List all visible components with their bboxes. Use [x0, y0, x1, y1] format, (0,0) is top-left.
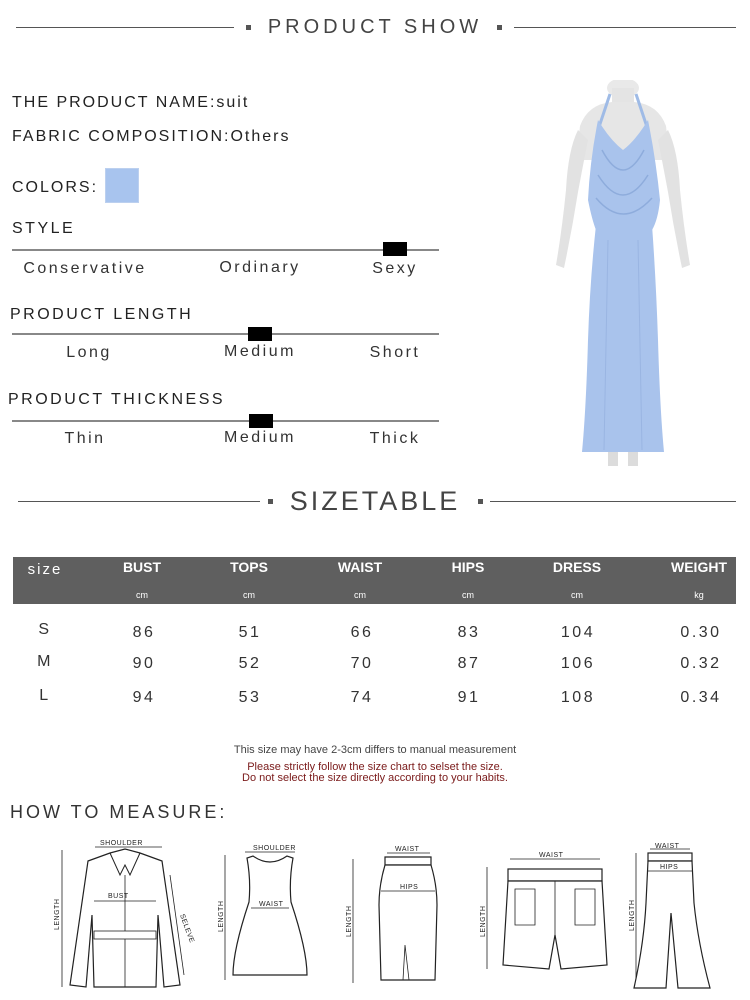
value-cell: 0.32 — [680, 655, 722, 672]
length-option-medium: Medium — [224, 343, 296, 360]
thickness-option-thick: Thick — [369, 430, 421, 447]
size-cell: L — [39, 687, 51, 704]
col-tops-unit: cm — [243, 590, 255, 600]
style-scale-line — [12, 249, 439, 251]
size-cell: M — [37, 653, 53, 670]
value-cell: 0.30 — [680, 624, 722, 641]
col-hips-unit: cm — [462, 590, 474, 600]
value-cell: 106 — [560, 655, 596, 672]
length-label: LENGTH — [54, 898, 61, 930]
length-option-short: Short — [369, 344, 421, 361]
col-waist: WAIST — [337, 559, 383, 575]
header-dot-right — [478, 499, 483, 504]
col-weight: WEIGHT — [671, 559, 727, 575]
waist-label: WAIST — [259, 901, 284, 908]
waist-label: WAIST — [655, 843, 680, 850]
value-cell: 87 — [457, 655, 481, 672]
shirt-diagram — [50, 835, 200, 995]
value-cell: 0.34 — [680, 689, 722, 706]
col-bust: BUST — [122, 559, 162, 575]
value-cell: 94 — [132, 689, 156, 706]
value-cell: 91 — [457, 689, 481, 706]
dress-diagram — [215, 840, 310, 985]
shorts-diagram — [475, 845, 615, 975]
col-hips: HIPS — [451, 559, 485, 575]
pants-outline — [634, 861, 710, 988]
col-weight-unit: kg — [694, 590, 704, 600]
waist-label: WAIST — [539, 852, 564, 859]
mannequin-right-arm — [658, 130, 690, 268]
how-to-measure-title: HOW TO MEASURE: — [10, 802, 228, 822]
shirt-belt — [94, 931, 156, 939]
pants-diagram — [622, 843, 742, 993]
value-cell: 86 — [132, 624, 156, 641]
value-cell: 53 — [238, 689, 262, 706]
product-name-label: THE PRODUCT NAME: — [12, 94, 217, 111]
length-label: LENGTH — [629, 899, 636, 931]
value-cell: 104 — [560, 624, 596, 641]
style-marker — [383, 242, 407, 256]
sleeve-label: SELEVE — [178, 913, 196, 945]
hips-label: HIPS — [660, 864, 679, 871]
skirt-waistband — [385, 857, 431, 865]
size-warning-1: Please strictly follow the size chart to selset the size. — [247, 761, 503, 773]
header-dot-right — [497, 25, 502, 30]
style-option-sexy: Sexy — [372, 260, 418, 277]
col-size: size — [27, 561, 63, 578]
fabric-row — [12, 128, 290, 146]
product-name-row — [12, 94, 249, 112]
length-label: LENGTH — [218, 900, 225, 932]
dress-skirt — [582, 225, 664, 452]
thickness-marker — [249, 414, 273, 428]
shoulder-label: SHOULDER — [253, 845, 296, 852]
value-cell: 108 — [560, 689, 596, 706]
waist-label: WAIST — [395, 846, 420, 853]
value-cell: 66 — [350, 624, 374, 641]
product-image — [538, 80, 708, 470]
colors-label: COLORS: — [12, 179, 99, 196]
col-dress-unit: cm — [571, 590, 583, 600]
length-marker — [248, 327, 272, 341]
col-dress: DRESS — [552, 559, 602, 575]
product-name-value: suit — [216, 94, 250, 111]
mannequin-left-arm — [556, 130, 588, 268]
header-rule-right — [514, 27, 736, 28]
value-cell: 70 — [350, 655, 374, 672]
style-title: STYLE — [12, 220, 76, 237]
length-label: LENGTH — [346, 905, 353, 937]
shoulder-label: SHOULDER — [100, 840, 143, 847]
length-title: PRODUCT LENGTH — [10, 306, 194, 323]
length-scale-line — [12, 333, 439, 335]
col-tops: TOPS — [230, 559, 268, 575]
style-option-conservative: Conservative — [23, 260, 147, 277]
skirt-diagram — [345, 845, 445, 990]
thickness-scale-line — [12, 420, 439, 422]
sizetable-title: SIZETABLE — [289, 486, 461, 516]
thickness-option-thin: Thin — [64, 430, 106, 447]
col-waist-unit: cm — [354, 590, 366, 600]
fabric-label: FABRIC COMPOSITION: — [12, 128, 231, 145]
value-cell: 52 — [238, 655, 262, 672]
value-cell: 51 — [238, 624, 262, 641]
color-swatch[interactable] — [105, 168, 139, 203]
sizetable-header — [0, 483, 750, 519]
skirt-outline — [379, 865, 437, 980]
product-show-header — [0, 12, 750, 42]
col-bust-unit: cm — [136, 590, 148, 600]
pants-waistband — [648, 853, 692, 861]
fabric-value: Others — [230, 128, 291, 145]
size-cell: S — [38, 621, 52, 638]
thickness-title: PRODUCT THICKNESS — [8, 391, 226, 408]
value-cell: 74 — [350, 689, 374, 706]
hips-label: HIPS — [400, 884, 419, 891]
size-warning-2: Do not select the size directly according to your habits. — [242, 772, 508, 784]
value-cell: 90 — [132, 655, 156, 672]
style-option-ordinary: Ordinary — [219, 259, 301, 276]
bust-label: BUST — [108, 893, 129, 900]
header-rule-right — [490, 501, 736, 502]
size-table-header — [13, 557, 736, 604]
thickness-option-medium: Medium — [224, 429, 296, 446]
product-show-title: PRODUCT SHOW — [267, 16, 483, 38]
length-option-long: Long — [66, 344, 112, 361]
value-cell: 83 — [457, 624, 481, 641]
measurement-note: This size may have 2-3cm differs to manual measurement — [233, 744, 517, 756]
dress-outline — [233, 856, 307, 975]
shorts-waistband — [508, 869, 602, 881]
length-label: LENGTH — [480, 905, 487, 937]
